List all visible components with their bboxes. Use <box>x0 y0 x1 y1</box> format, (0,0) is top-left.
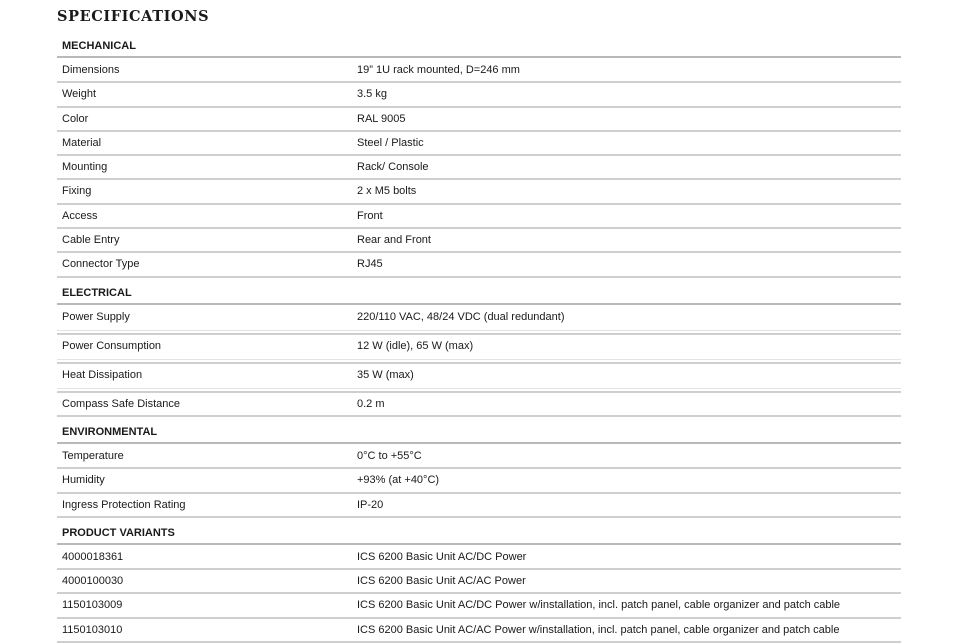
spec-value: ICS 6200 Basic Unit AC/AC Power w/installation, incl. patch panel, cable organizer and patch cable <box>357 623 840 636</box>
spec-row <box>57 469 901 493</box>
page-title: SPECIFICATIONS <box>57 8 210 25</box>
spec-row <box>57 393 901 417</box>
spec-label: Color <box>62 112 89 125</box>
spec-label: 4000100030 <box>62 575 124 588</box>
section-product-variants <box>57 523 901 643</box>
spec-label: Dimensions <box>62 64 120 76</box>
spec-row <box>57 364 901 393</box>
spec-value: ICS 6200 Basic Unit AC/DC Power <box>357 550 527 563</box>
spec-sheet <box>57 36 901 643</box>
spec-row <box>57 205 901 229</box>
spec-value: Steel / Plastic <box>357 136 424 149</box>
spec-row <box>57 108 901 132</box>
spec-label: 1150103010 <box>62 623 123 636</box>
spec-label: Weight <box>62 88 97 101</box>
section-heading: PRODUCT VARIANTS <box>57 523 901 545</box>
spec-row <box>57 229 901 253</box>
spec-value: RJ45 <box>357 258 383 271</box>
spec-row <box>57 445 901 469</box>
spec-row <box>57 546 901 570</box>
section-electrical <box>57 283 901 417</box>
spec-row <box>57 619 901 643</box>
spec-row <box>57 156 901 180</box>
spec-value: 12 W (idle), 65 W (max) <box>357 339 474 352</box>
spec-row <box>57 253 901 277</box>
section-environmental <box>57 422 901 518</box>
spec-value: 0.2 m <box>357 397 385 410</box>
spec-label: Heat Dissipation <box>62 368 143 381</box>
spec-value: 19” 1U rack mounted, D=246 mm <box>357 64 520 76</box>
spec-label: Connector Type <box>62 258 140 271</box>
spec-value: 3.5 kg <box>357 88 387 101</box>
spec-label: Power Consumption <box>62 339 162 352</box>
spec-row <box>57 335 901 364</box>
spec-row <box>57 570 901 594</box>
section-heading: ENVIRONMENTAL <box>57 422 901 444</box>
spec-label: Fixing <box>62 185 92 198</box>
spec-value: 2 x M5 bolts <box>357 185 417 198</box>
spec-value: 0°C to +55°C <box>357 449 422 462</box>
spec-row <box>57 59 901 83</box>
spec-value: 35 W (max) <box>357 368 414 381</box>
spec-row <box>57 180 901 204</box>
spec-value: +93% (at +40°C) <box>357 474 440 487</box>
spec-row <box>57 132 901 156</box>
section-mechanical <box>57 36 901 278</box>
spec-label: Compass Safe Distance <box>62 397 180 410</box>
spec-label: Humidity <box>62 474 105 487</box>
section-heading: MECHANICAL <box>57 36 901 58</box>
spec-value: Rear and Front <box>357 234 431 247</box>
spec-label: Temperature <box>62 449 124 462</box>
spec-value: Front <box>357 209 383 222</box>
section-heading: ELECTRICAL <box>57 283 901 305</box>
spec-value: ICS 6200 Basic Unit AC/AC Power <box>357 575 526 588</box>
spec-row <box>57 83 901 107</box>
spec-label: Ingress Protection Rating <box>62 498 186 511</box>
spec-label: 1150103009 <box>62 599 123 612</box>
spec-value: ICS 6200 Basic Unit AC/DC Power w/installation, incl. patch panel, cable organizer and patch cable <box>357 599 841 612</box>
spec-value: RAL 9005 <box>357 112 406 125</box>
spec-label: Material <box>62 136 102 149</box>
spec-value: Rack/ Console <box>357 161 429 174</box>
spec-label: Mounting <box>62 161 108 174</box>
spec-label: Cable Entry <box>62 234 120 247</box>
spec-value: IP-20 <box>357 498 384 511</box>
spec-label: Access <box>62 209 98 222</box>
spec-row <box>57 594 901 618</box>
spec-value: 220/110 VAC, 48/24 VDC (dual redundant) <box>357 310 565 323</box>
spec-row <box>57 494 901 518</box>
spec-label: 4000018361 <box>62 550 124 563</box>
spec-label: Power Supply <box>62 310 130 323</box>
spec-row <box>57 306 901 335</box>
